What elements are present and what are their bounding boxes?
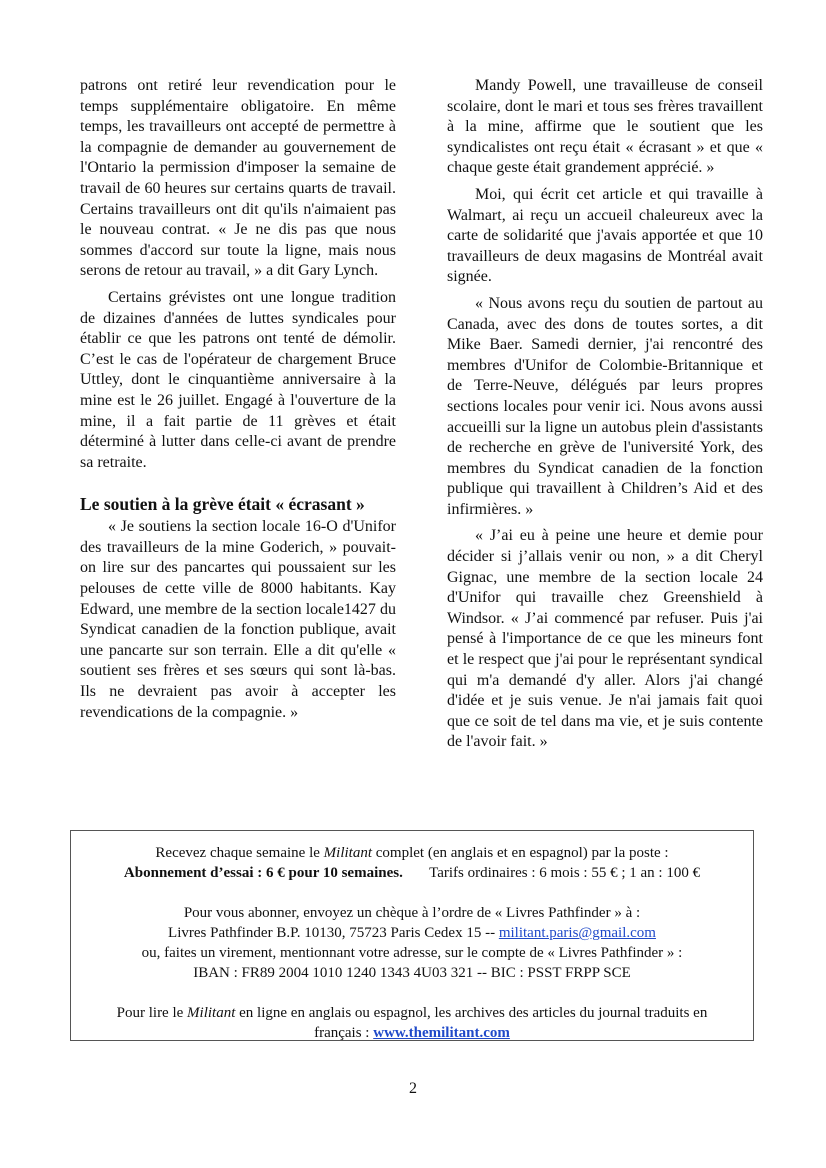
online-reading-info: Pour lire le Militant en ligne en anglais ou espagnol, les archives des articles du journal traduits en	[116, 1005, 708, 1021]
bank-details: IBAN : FR89 2004 1010 1240 1343 4U03 321 -- BIC : PSST FRPP SCE	[193, 965, 631, 981]
right-column	[447, 76, 763, 753]
article-paragraph: « Je soutiens la section locale 16-O d'Unifor des travailleurs de la mine Goderich, » pouvait-on lire sur des pancartes qui poussaient sur les pelouses de cette ville de 8000 habitants. Kay Edward, une membre de la section locale1427 du Syndicat canadien de la fonction publique, avait une pancarte sur son terrain. Elle a dit qu'elle « soutient ses frères et ses sœurs qui sont là-bas. Ils ne devraient pas avoir à accepter les revendications de la compagnie. »	[80, 518, 396, 721]
regular-rates: Tarifs ordinaires : 6 mois : 55 € ; 1 an : 100 €	[429, 865, 701, 881]
article-paragraph: Certains grévistes ont une longue tradition de dizaines d'années de luttes syndicales pour établir ce que les patrons ont tenté de démolir. C’est le cas de l'opérateur de chargement Bruce Uttley, dont le cinquantième anniversaire à la mine est le 26 juillet. Engagé à l'ouverture de la mine, il a fait partie de 11 grèves et était déterminé à lutter dans celle-ci avant de prendre sa retraite.	[80, 288, 396, 471]
website-link[interactable]: www.themilitant.com	[373, 1025, 510, 1041]
subscribe-instructions: Pour vous abonner, envoyez un chèque à l’ordre de « Livres Pathfinder » à :	[183, 905, 641, 921]
section-heading: Le soutien à la grève était « écrasant »	[80, 494, 365, 515]
article-paragraph: « J’ai eu à peine une heure et demie pour décider si j’allais venir ou non, » a dit Cheryl Gignac, une membre de la section locale 24 d'Unifor qui travaille chez Greenshield à Windsor. « J’ai commencé par refuser. Puis j'ai pensé à l'importance de ce que les mineurs font et le respect que j'ai pour le représentant syndical qui m'a demandé d'y aller. Alors j'ai changé d'idée et je suis venue. Je n'ai jamais fait quoi que ce soit de tel dans ma vie, et je suis contente de l'avoir fait. »	[447, 527, 763, 751]
website-line: français : www.themilitant.com	[314, 1025, 510, 1041]
transfer-instructions: ou, faites un virement, mentionnant votre adresse, sur le compte de « Livres Pathfinder » :	[141, 945, 683, 961]
article-paragraph: Moi, qui écrit cet article et qui travaille à Walmart, ai reçu un accueil chaleureux avec la carte de solidarité que j'avais apportée et que 10 travailleurs de deux magasins de Montréal avait signée.	[447, 185, 763, 286]
article-paragraph: « Nous avons reçu du soutien de partout au Canada, avec des dons de toutes sortes, a dit Mike Baer. Samedi dernier, j'ai rencontré des membres d'Unifor de Colombie-Britannique et de Terre-Neuve, délégués par leurs propres sections locales pour venir ici. Nous avons aussi accueilli sur la ligne un autobus plein d'assistants de recherche en grève de l'université York, des membres du Syndicat canadien de la fonction publique qui travaillent à Children’s Aid et des infirmières. »	[447, 294, 763, 518]
email-link[interactable]: militant.paris@gmail.com	[498, 925, 656, 941]
postal-address: Livres Pathfinder B.P. 10130, 75723 Paris Cedex 15 -- militant.paris@gmail.com	[168, 925, 656, 941]
subscription-intro: Recevez chaque semaine le Militant complet (en anglais et en espagnol) par la poste :	[155, 845, 669, 861]
article-paragraph: Mandy Powell, une travailleuse de conseil scolaire, dont le mari et tous ses frères travaillent à la mine, affirme que le soutient que les syndicalistes ont reçu était « écrasant » et que « chaque geste était grandement apprécié. »	[447, 77, 763, 177]
article-paragraph: patrons ont retiré leur revendication pour le temps supplémentaire obligatoire. En même temps, les travailleurs ont accepté de permettre à la compagnie de demander au gouvernement de l'Ontario la permission d'imposer la semaine de travail de 60 heures sur certains quarts de travail. Certains travailleurs ont dit qu'ils n'aimaient pas le nouveau contrat. « Je ne dis pas que nous sommes d'accord sur toute la ligne, mais nous serons de retour au travail, » a dit Gary Lynch.	[80, 77, 396, 280]
left-column	[80, 76, 396, 723]
trial-offer: Abonnement d’essai : 6 € pour 10 semaines.	[123, 865, 403, 881]
page-number: 2	[409, 1080, 417, 1097]
subscription-offer	[71, 863, 753, 883]
subscription-box	[70, 830, 754, 1041]
